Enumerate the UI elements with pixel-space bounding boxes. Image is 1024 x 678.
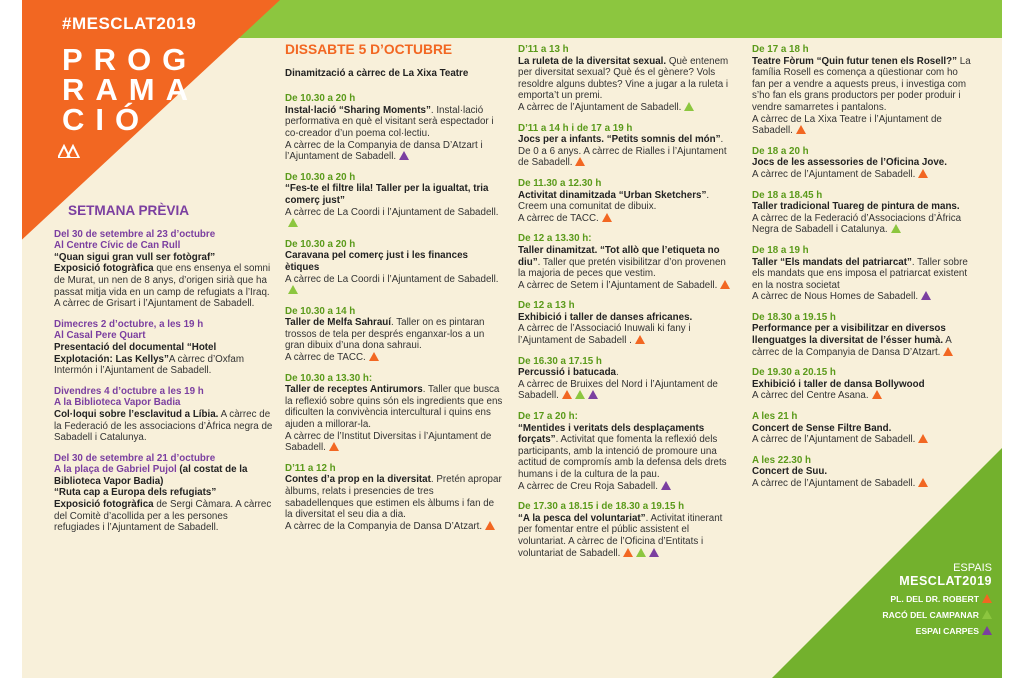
purple-triangle-icon	[982, 626, 992, 635]
event-item	[285, 306, 503, 364]
credit-text: A càrrec de la Companyia de Dansa D’Atzart.	[285, 520, 483, 532]
event-time: De 10.30 a 20 h	[285, 93, 356, 105]
event-item	[285, 239, 503, 297]
event-text: . Taller que pretén visibilitzar d’on provenen la majoria de peces que vestim.	[518, 256, 726, 280]
event-body	[518, 190, 736, 213]
event-item	[752, 245, 972, 303]
event-body	[518, 312, 736, 324]
event-title: La ruleta de la diversitat sexual.	[518, 55, 667, 67]
event-title: Taller de Melfa Sahrauí	[285, 317, 391, 329]
event-time: A les 21 h	[752, 411, 798, 423]
credit-text: A càrrec de l’Ajuntament de Sabadell.	[518, 101, 682, 113]
green-triangle-icon	[891, 224, 901, 233]
event-title: Taller “Els mandats del patriarcat”	[752, 256, 912, 268]
event-bold: Presentació del documental “Hotel Explotación: Las Kellys”	[54, 341, 217, 365]
event-body	[518, 245, 736, 280]
orange-triangle-icon	[635, 335, 645, 344]
event-item	[518, 356, 736, 402]
orange-triangle-icon	[369, 352, 379, 361]
event-body	[285, 105, 503, 140]
event-text: . Activitat itinerant per fomentar entre el públic assistent el voluntariat. A càrrec de l’Oficina d’Entitats i voluntariat de Sabadell.	[518, 512, 723, 559]
event-body	[518, 423, 736, 481]
credit-text: A càrrec de Nous Homes de Sabadell.	[752, 291, 919, 303]
credit-text: A càrrec de l’Ajuntament de Sabadell.	[752, 478, 916, 489]
espai-row	[882, 610, 992, 620]
orange-triangle-icon	[329, 442, 339, 451]
orange-triangle-icon	[485, 521, 495, 530]
title-line-1: PROG	[62, 42, 198, 77]
credit-text: A càrrec de l’Institut Diversitas i l’Ajuntament de Sabadell.	[285, 430, 492, 454]
event-title: Teatre Fòrum “Quin futur tenen els Rosell?”	[752, 55, 958, 67]
event-text: A càrrec de la Federació de les associacions d’Àfrica negra de Sabadell i Catalunya.	[54, 408, 273, 444]
mountain-logo-icon	[58, 144, 80, 158]
event-title: Performance per a visibilitzar en diversos llenguatges la diversitat de l’ésser humà.	[752, 323, 946, 347]
orange-triangle-icon	[562, 390, 572, 399]
credit-text: A càrrec de Bruixes del Nord i l’Ajuntament de Sabadell.	[518, 378, 718, 402]
event-credit	[752, 478, 972, 490]
event-time: De 11.30 a 12.30 h	[518, 177, 602, 189]
event-time: D’11 a 14 h i de 17 a 19 h	[518, 122, 633, 134]
event-item	[518, 501, 736, 559]
event-title: Exhibició i taller de danses africanes.	[518, 311, 693, 323]
event-body	[285, 317, 503, 352]
credit-text: A càrrec de TACC.	[285, 352, 366, 364]
event-body	[518, 367, 736, 379]
event-text: . Taller que busca la reflexió sobre quins són els ingredients que ens dificulten la convivència intercultural i quins ens ajuden a millorar-la.	[285, 384, 503, 431]
event-time: De 17.30 a 18.15 i de 18.30 a 19.15 h	[518, 501, 685, 513]
green-triangle-icon	[684, 102, 694, 111]
event-body	[752, 423, 972, 435]
credit-text: A càrrec del Centre Asana.	[752, 390, 869, 402]
event-body	[54, 499, 276, 534]
event-item	[752, 44, 972, 137]
credit-text: A càrrec de La Coordi i l’Ajuntament de Sabadell.	[285, 206, 499, 218]
event-time: De 18.30 a 19.15 h	[752, 311, 836, 323]
event-text: de Sergi Càmara. A càrrec del Comitè d’acollida per a les persones refugiades i l’Ajuntament de Sabadell.	[54, 499, 272, 534]
event-time: De 10.30 a 14 h	[285, 305, 356, 317]
event-text: .	[616, 367, 619, 379]
event-credit	[752, 169, 972, 181]
event-credit	[285, 431, 503, 454]
event-time: De 18 a 18.45 h	[752, 189, 823, 201]
event-where	[54, 464, 276, 487]
event-text: . Taller sobre els mandats que ens imposa el patriarcat existent en la nostra societat	[752, 256, 968, 291]
event-body	[518, 513, 736, 559]
event-body	[518, 134, 736, 169]
event-body	[752, 157, 972, 169]
event-where	[54, 330, 276, 342]
event-bold: Exposició fotogràfica	[54, 499, 154, 511]
credit-text: A càrrec de Setem i l’Ajuntament de Sabadell.	[518, 279, 718, 291]
event-when: Divendres 4 d’octubre a les 19 h	[54, 385, 204, 397]
title-line-2: RAMA	[62, 72, 199, 107]
event-title: Concert de Sense Filtre Band.	[752, 422, 892, 434]
section-title: SETMANA PRÈVIA	[68, 203, 190, 218]
event-item	[54, 229, 276, 310]
event-item	[752, 146, 972, 181]
event-item	[518, 233, 736, 291]
event-body	[285, 250, 503, 273]
green-triangle-icon	[575, 390, 585, 399]
event-where	[54, 397, 276, 409]
event-credit	[752, 291, 972, 303]
event-title: “Quan sigui gran vull ser fotògraf”	[54, 251, 216, 263]
event-credit	[752, 434, 972, 446]
credit-text: A càrrec de Creu Roja Sabadell.	[518, 480, 658, 492]
event-place-extra: (al costat de la Biblioteca Vapor Badia)	[54, 464, 248, 487]
event-time: D’11 a 12 h	[285, 462, 336, 474]
hashtag: #MESCLAT2019	[62, 14, 197, 33]
espais-title: ESPAIS	[953, 562, 992, 574]
credit-text: A càrrec de l’Ajuntament de Sabadell.	[752, 168, 916, 180]
event-credit	[285, 140, 503, 163]
event-item	[285, 463, 503, 533]
purple-triangle-icon	[921, 291, 931, 300]
event-credit	[518, 379, 736, 402]
purple-triangle-icon	[399, 151, 409, 160]
event-time: De 18 a 20 h	[752, 145, 809, 157]
credit-text: A càrrec de l’Associació Inuwali ki fany i l’Ajuntament de Sabadell .	[518, 323, 691, 347]
event-credit	[752, 213, 972, 236]
event-place: A la Biblioteca Vapor Badia	[54, 397, 181, 409]
credit-text: A càrrec de la Federació d’Associacions d’Àfrica Negra de Sabadell i Catalunya.	[752, 212, 962, 236]
event-time: De 18 a 19 h	[752, 244, 809, 256]
event-body	[54, 263, 276, 309]
event-item	[54, 319, 276, 377]
event-body	[752, 201, 972, 213]
event-item	[285, 373, 503, 454]
event-time: A les 22.30 h	[752, 454, 811, 466]
event-body	[752, 56, 972, 114]
intro-line: Dinamització a càrrec de La Xixa Teatre	[285, 67, 469, 79]
event-text: . Pretén apropar àlbums, relats i presencies de tres sabadellenques que estimen els àlbums i fan de la diversitat el seu dia a dia.	[285, 474, 502, 521]
event-body	[54, 409, 276, 444]
orange-triangle-icon	[720, 280, 730, 289]
green-triangle-icon	[636, 548, 646, 557]
left-margin	[0, 0, 22, 678]
event-title: Taller tradicional Tuareg de pintura de mans.	[752, 201, 960, 213]
event-body	[752, 379, 972, 391]
event-title: “Ruta cap a Europa dels refugiats”	[54, 487, 217, 499]
purple-triangle-icon	[649, 548, 659, 557]
event-text: A càrrec de la Companyia de Dansa D’Atzart.	[752, 335, 952, 358]
event-item	[752, 455, 972, 490]
espais-subtitle: MESCLAT2019	[899, 574, 992, 588]
event-item	[285, 172, 503, 230]
event-title: Percussió i batucada	[518, 367, 617, 379]
event-text: . Activitat que fomenta la reflexió dels participants, amb la intenció de promoure una actitud de compromís amb la defensa dels drets humans i de la cultura de la pau.	[518, 434, 727, 480]
event-text: . De 0 a 6 anys. A càrrec de Rialles i l’Ajuntament de Sabadell.	[518, 134, 727, 169]
purple-triangle-icon	[588, 390, 598, 399]
event-text: . Creem una comunitat de dibuix.	[518, 189, 710, 213]
credit-text: A càrrec de La Xixa Teatre i l’Ajuntament de Sabadell.	[752, 113, 942, 137]
event-title: Jocs per a infants. “Petits somnis del món”	[518, 134, 721, 146]
green-triangle-icon	[982, 610, 992, 619]
event-item	[752, 312, 972, 358]
event-text: . Taller on es pintaran trossos de tela per després enganxar-los a un gran dibuix d’una dona sahraui.	[285, 317, 485, 352]
credit-text: A càrrec de La Coordi i l’Ajuntament de Sabadell.	[285, 273, 499, 285]
event-title: Contes d’a prop en la diversitat	[285, 474, 431, 486]
event-title: Caravana pel comerç just i les finances ètiques	[285, 250, 468, 273]
event-item	[752, 411, 972, 446]
column-dissabte	[285, 44, 503, 541]
orange-triangle-icon	[575, 157, 585, 166]
event-body	[285, 183, 503, 206]
event-body	[752, 466, 972, 478]
espai-name: RACÓ DEL CAMPANAR	[882, 610, 979, 620]
event-time: De 10.30 a 20 h	[285, 238, 356, 250]
event-text: Què entenem per diversitat sexual? Què és el gènere? Vols resoldre alguns dubtes? Vine a jugar a la ruleta i emporta’t un premi.	[518, 55, 729, 102]
event-item	[54, 453, 276, 534]
event-item	[518, 123, 736, 169]
event-item	[285, 93, 503, 163]
event-title: Concert de Suu.	[752, 466, 828, 478]
event-body	[285, 384, 503, 430]
event-item	[518, 300, 736, 346]
event-place: Al Centre Cívic de Can Rull	[54, 240, 181, 252]
event-credit	[285, 352, 503, 364]
event-credit	[752, 114, 972, 137]
event-title: “Mentides i veritats dels desplaçaments forçats”	[518, 422, 705, 446]
column-3	[518, 44, 736, 568]
green-triangle-icon	[288, 218, 298, 227]
event-credit	[285, 521, 503, 533]
purple-triangle-icon	[661, 481, 671, 490]
event-place: A la plaça de Gabriel Pujol	[54, 464, 177, 476]
event-title: Exhibició i taller de dansa Bollywood	[752, 378, 925, 390]
event-time: De 19.30 a 20.15 h	[752, 367, 836, 379]
event-item	[752, 367, 972, 402]
orange-triangle-icon	[872, 390, 882, 399]
right-margin	[1002, 0, 1024, 678]
credit-text: A càrrec de la Companyia de dansa D’Atzart i l’Ajuntament de Sabadell.	[285, 139, 483, 163]
orange-triangle-icon	[796, 125, 806, 134]
event-title: “Fes-te el filtre lila! Taller per la igualtat, tria comerç just”	[285, 183, 489, 206]
event-text: A càrrec d’Oxfam Intermón i l’Ajuntament de Sabadell.	[54, 353, 245, 377]
event-credit	[518, 481, 736, 493]
event-body	[285, 474, 503, 520]
event-where	[54, 240, 276, 252]
event-place: Al Casal Pere Quart	[54, 330, 146, 342]
event-credit	[518, 102, 736, 114]
title-line-3: CIÓ	[62, 102, 151, 137]
orange-triangle-icon	[918, 169, 928, 178]
column-4	[752, 44, 972, 499]
espai-name: ESPAI CARPES	[915, 626, 979, 636]
orange-triangle-icon	[943, 347, 953, 356]
credit-text: A càrrec de TACC.	[518, 212, 599, 224]
event-item	[752, 190, 972, 236]
espais-legend	[882, 562, 992, 636]
event-time: De 10.30 a 13.30 h:	[285, 372, 373, 384]
event-title: “A la pesca del voluntariat”	[518, 512, 646, 524]
event-credit	[285, 274, 503, 297]
green-triangle-icon	[288, 285, 298, 294]
event-title: Taller de receptes Antirumors	[285, 384, 423, 396]
event-title: Jocs de les assessories de l’Oficina Jove.	[752, 157, 947, 169]
event-item	[518, 44, 736, 114]
event-text: La família Rosell es comença a qüestionar com ho fan per a vendre a aquests preus, i investiga com s’ho fan els grans productors per poder produir i vendre samarretes i pantalons.	[752, 55, 971, 113]
orange-triangle-icon	[918, 478, 928, 487]
event-when: Del 30 de setembre al 23 d’octubre	[54, 228, 216, 240]
event-when: Del 30 de setembre al 21 d’octubre	[54, 452, 216, 464]
event-credit	[752, 390, 972, 402]
event-time: De 16.30 a 17.15 h	[518, 355, 602, 367]
espai-row	[882, 594, 992, 604]
event-credit	[285, 207, 503, 230]
event-credit	[518, 280, 736, 292]
event-time: De 10.30 a 20 h	[285, 171, 356, 183]
event-text: . Instal·lació performativa en què el visitant serà espectador i co-creador d’un poema col·lectiu.	[285, 104, 494, 139]
event-bold: Exposició fotogràfica	[54, 263, 154, 275]
orange-triangle-icon	[602, 213, 612, 222]
column-setmana-previa	[54, 205, 276, 543]
event-title: Taller dinamitzat. “Tot allò que l’etiqueta no diu”	[518, 244, 720, 268]
event-time: De 12 a 13 h	[518, 300, 575, 312]
event-bold: Col·loqui sobre l’esclavitud a Líbia.	[54, 408, 219, 420]
event-time: De 12 a 13.30 h:	[518, 233, 592, 245]
event-time: De 17 a 20 h:	[518, 411, 578, 423]
event-body	[54, 342, 276, 377]
orange-triangle-icon	[982, 594, 992, 603]
event-body	[752, 257, 972, 292]
section-title: DISSABTE 5 D’OCTUBRE	[285, 42, 453, 57]
event-title: Activitat dinamitzada “Urban Sketchers”	[518, 189, 707, 201]
orange-triangle-icon	[918, 434, 928, 443]
event-credit	[518, 213, 736, 225]
event-when: Dimecres 2 d’octubre, a les 19 h	[54, 318, 204, 330]
event-item	[518, 411, 736, 492]
orange-triangle-icon	[623, 548, 633, 557]
event-body	[518, 56, 736, 102]
event-body	[752, 323, 972, 358]
event-title: Instal·lació “Sharing Moments”	[285, 104, 431, 116]
espai-row	[882, 626, 992, 636]
event-item	[518, 178, 736, 224]
event-item	[54, 386, 276, 444]
event-time: D’11 a 13 h	[518, 44, 569, 55]
event-text: que ens ensenya el somni de Murat, un nen de 8 anys, d’origen sirià que ha passat mitja vida en un camp de refugiats a l’Iraq. A càrrec de Grisart i l’Ajuntament de Sabadell.	[54, 263, 271, 310]
credit-text: A càrrec de l’Ajuntament de Sabadell.	[752, 434, 916, 446]
event-credit	[518, 323, 736, 346]
espai-name: PL. DEL DR. ROBERT	[890, 594, 979, 604]
event-time: De 17 a 18 h	[752, 44, 809, 55]
